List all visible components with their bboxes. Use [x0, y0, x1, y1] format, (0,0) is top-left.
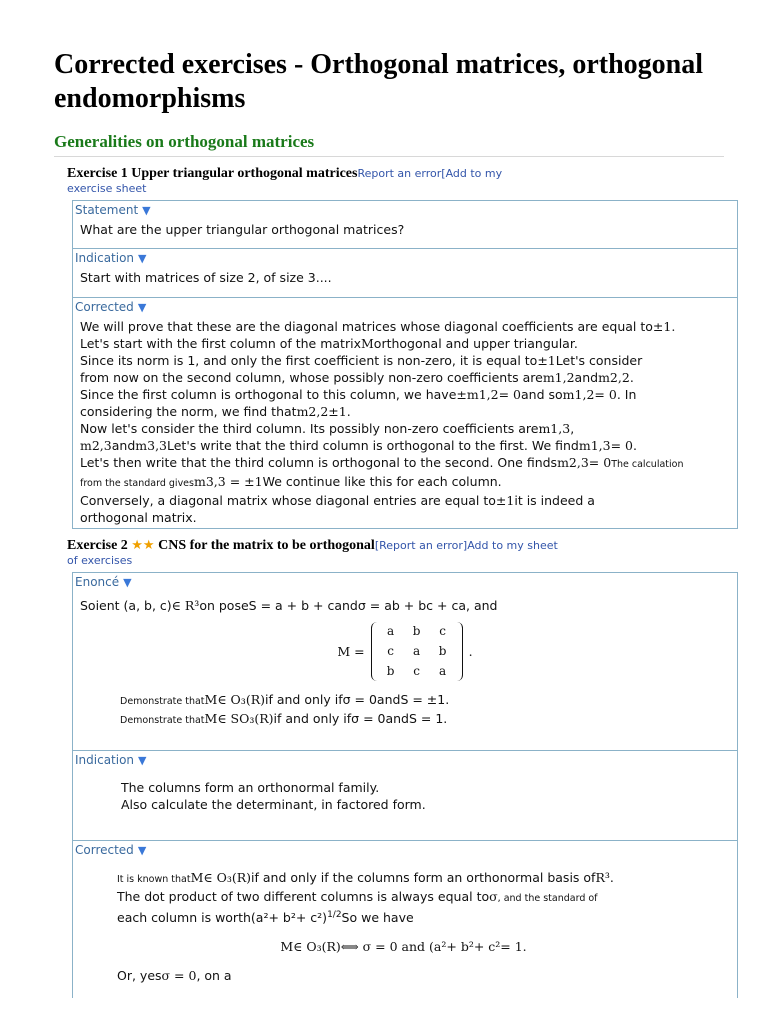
star-icon: ★★ — [131, 538, 155, 553]
add-to-sheet-link-continued[interactable]: of exercises — [67, 554, 133, 567]
enonce-text: Soient (a, b, c)∈ R³on poseS = a + b + candσ = ab + bc + ca, and M = a b c c a b b c a . Demonstrate thatM∈ O₃(R)if and only ifσ = 0andS = ±1. Demonstrate thatM∈ SO₃(R)if and only ifσ = 0andS = 1. — [73, 591, 737, 735]
exercise-2-panel — [72, 572, 738, 998]
matrix-cell: c — [439, 624, 446, 638]
indication-text: Start with matrices of size 2, of size 3.... — [80, 270, 332, 285]
section-heading: Generalities on orthogonal matrices — [54, 132, 724, 157]
add-to-sheet-link-continued[interactable]: exercise sheet — [67, 182, 147, 195]
exercise-2-header — [67, 538, 727, 568]
indication-section — [73, 249, 737, 298]
triangle-down-icon: ▼ — [123, 576, 132, 589]
indication-section — [73, 751, 737, 841]
matrix-cell: b — [412, 624, 421, 638]
exercise-1-header — [67, 166, 727, 196]
exercise-title: CNS for the matrix to be orthogonal — [158, 538, 375, 553]
triangle-down-icon: ▼ — [142, 204, 151, 217]
exercise-number: Exercise 1 — [67, 166, 128, 181]
matrix-cell: a — [387, 624, 395, 638]
matrix-cell: a — [439, 664, 447, 678]
exercise-1-panel — [72, 200, 738, 529]
indication-toggle[interactable]: Indication ▼ — [75, 753, 147, 767]
triangle-down-icon: ▼ — [138, 754, 147, 767]
statement-section — [73, 201, 737, 249]
triangle-down-icon: ▼ — [137, 301, 147, 314]
add-to-sheet-link[interactable]: Add to my sheet — [467, 539, 558, 552]
report-error-link[interactable]: Report an error — [357, 167, 442, 180]
triangle-down-icon: ▼ — [138, 252, 147, 265]
enonce-toggle[interactable]: Enoncé ▼ — [75, 575, 132, 589]
matrix-cell: c — [387, 644, 394, 658]
enonce-section — [73, 573, 737, 751]
matrix-cell: b — [386, 664, 395, 678]
matrix-cell: c — [413, 664, 420, 678]
corrected-text: It is known thatM∈ O₃(R)if and only if the columns form an orthonormal basis ofR³. The dot product of two different columns is always equal toσ, and the standard of each column is worth(a²+ b²+ c²)$^{1/2}$So we have M∈ O₃(R)⟺ σ = 0 and (a²+ b²+ c²= 1. Or, yesσ = 0, on a — [73, 859, 737, 990]
matrix-cell: a — [413, 644, 421, 658]
corrected-text: We will prove that these are the diagonal matrices whose diagonal coefficients are equal to±1. Let's start with the first column of the matrixMorthogonal and upper triangular. Since its norm is 1, and only the first coefficient is non-zero, it is equal to±1Let's consider from now on the second column, whose possibly non-zero coefficients arem1,2andm2,2. Since the first column is orthogonal to this column, we have±m1,2= 0and som1,2= 0. In considering the norm, we find thatm2,2±1. Now let's consider the third column. Its possibly non-zero coefficients arem1,3, m2,3andm3,3Let's write that the third column is orthogonal to the first. We findm1,3= 0. Let's then write that the third column is orthogonal to the second. One findsm2,3= 0The calculation from the standard givesm3,3 = ±1We continue like this for each column. Conversely, a diagonal matrix whose diagonal entries are equal to±1it is indeed a orthogonal matrix. — [80, 319, 684, 525]
matrix-grid — [371, 622, 463, 681]
indication-toggle[interactable]: Indication ▼ — [75, 251, 147, 265]
triangle-down-icon: ▼ — [137, 844, 147, 857]
exercise-number: Exercise 2 — [67, 538, 128, 553]
corrected-section — [73, 841, 737, 990]
matrix-cell: b — [438, 644, 447, 658]
corrected-toggle[interactable]: Corrected ▼ — [75, 843, 147, 857]
statement-text: What are the upper triangular orthogonal matrices? — [80, 222, 405, 237]
report-error-link[interactable]: [Report an error] — [374, 539, 468, 552]
add-to-sheet-link[interactable]: [Add to my — [441, 167, 503, 180]
corrected-toggle[interactable]: Corrected ▼ — [75, 300, 147, 314]
exercise-title: Upper triangular orthogonal matrices — [131, 166, 358, 181]
statement-toggle[interactable]: Statement ▼ — [75, 203, 151, 217]
equation: M∈ O₃(R)⟺ σ = 0 and (a²+ b²+ c²= 1. — [280, 939, 527, 955]
page-title: Corrected exercises - Orthogonal matrices, orthogonal endomorphisms — [54, 49, 704, 114]
matrix-display: M = a b c c a b b c a . — [80, 622, 730, 681]
corrected-section — [73, 298, 737, 532]
indication-text: The columns form an orthonormal family. Also calculate the determinant, in factored form. — [121, 780, 426, 812]
